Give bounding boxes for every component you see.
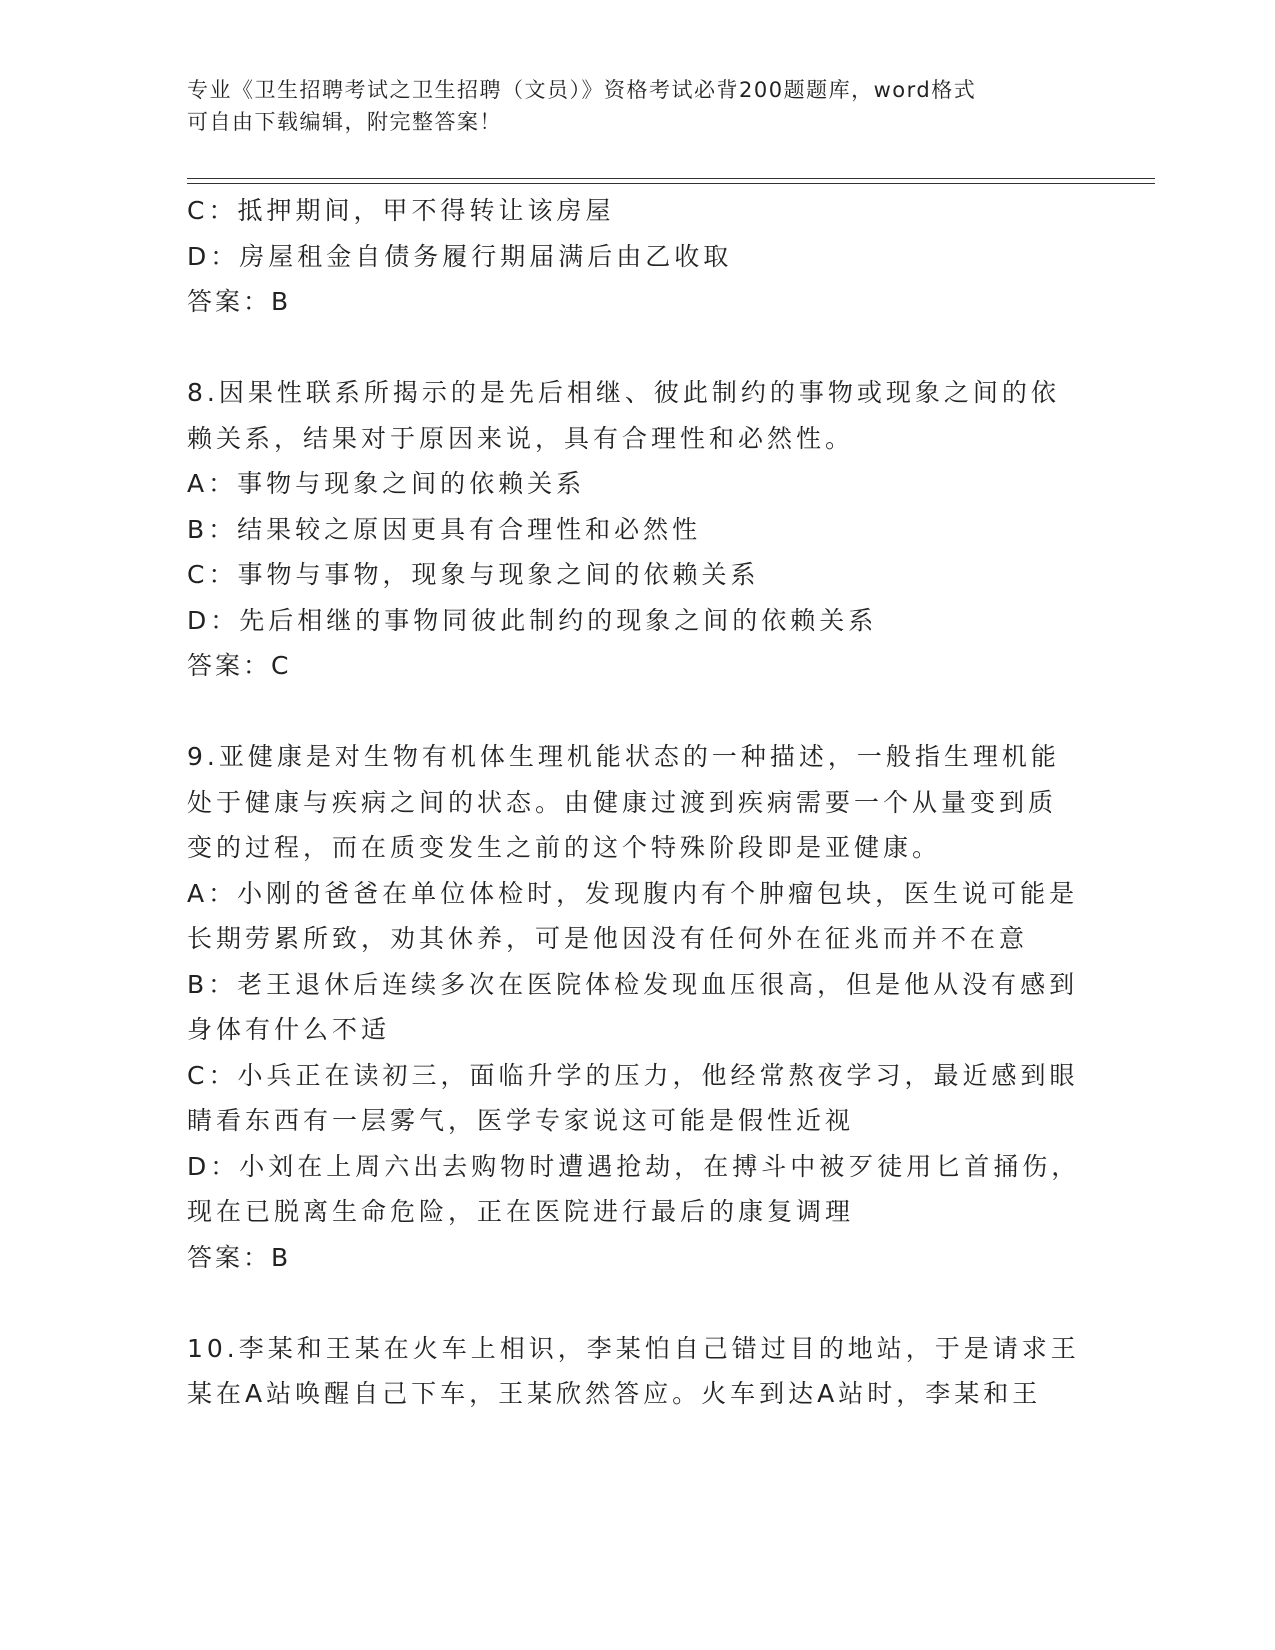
header-divider-top — [187, 178, 1155, 179]
document-header — [187, 74, 1067, 138]
question-stem: 10.李某和王某在火车上相识，李某怕自己错过目的地站，于是请求王 — [187, 1333, 1080, 1363]
option-c: C：事物与事物，现象与现象之间的依赖关系 — [187, 560, 760, 589]
answer: 答案：C — [187, 651, 292, 680]
option-a: 长期劳累所致，劝其休养，可是他因没有任何外在征兆而并不在意 — [187, 924, 1029, 953]
option-d: D：先后相继的事物同彼此制约的现象之间的依赖关系 — [187, 605, 878, 635]
question-content — [187, 188, 1087, 1417]
option-a: A：事物与现象之间的依赖关系 — [187, 469, 586, 498]
question-8 — [187, 370, 1087, 689]
option-c: 睛看东西有一层雾气，医学专家说这可能是假性近视 — [187, 1106, 855, 1135]
option-c: C：抵押期间，甲不得转让该房屋 — [187, 196, 615, 225]
option-d: D：小刘在上周六出去购物时遭遇抢劫，在搏斗中被歹徒用匕首捅伤， — [187, 1151, 1081, 1181]
option-b: B：结果较之原因更具有合理性和必然性 — [187, 514, 702, 544]
option-a: A：小刚的爸爸在单位体检时，发现腹内有个肿瘤包块，医生说可能是 — [187, 878, 1079, 908]
header-line-1: 专业《卫生招聘考试之卫生招聘（文员）》资格考试必背200题题库，word格式 — [187, 78, 977, 102]
question-stem: 9.亚健康是对生物有机体生理机能状态的一种描述，一般指生理机能 — [187, 742, 1060, 771]
question-stem: 8.因果性联系所揭示的是先后相继、彼此制约的事物或现象之间的依 — [187, 378, 1060, 407]
option-b: 身体有什么不适 — [187, 1015, 391, 1044]
option-d: 现在已脱离生命危险，正在医院进行最后的康复调理 — [187, 1197, 855, 1226]
answer: 答案：B — [187, 1242, 292, 1272]
header-line-2: 可自由下载编辑，附完整答案！ — [187, 110, 502, 134]
spacer — [187, 325, 1087, 371]
question-stem: 赖关系，结果对于原因来说，具有合理性和必然性。 — [187, 423, 855, 453]
option-b: B：老王退休后连续多次在医院体检发现血压很高，但是他从没有感到 — [187, 969, 1079, 999]
question-7 — [187, 188, 1087, 325]
option-c: C：小兵正在读初三，面临升学的压力，他经常熬夜学习，最近感到眼 — [187, 1060, 1079, 1090]
question-stem: 变的过程，而在质变发生之前的这个特殊阶段即是亚健康。 — [187, 833, 942, 862]
question-9 — [187, 734, 1087, 1280]
answer: 答案：B — [187, 287, 292, 316]
question-stem: 某在A站唤醒自己下车，王某欣然答应。火车到达A站时，李某和王 — [187, 1379, 1042, 1408]
option-d: D：房屋租金自债务履行期届满后由乙收取 — [187, 241, 733, 271]
spacer — [187, 689, 1087, 735]
header-divider-bottom — [187, 183, 1155, 184]
question-stem: 处于健康与疾病之间的状态。由健康过渡到疾病需要一个从量变到质 — [187, 787, 1058, 817]
question-10 — [187, 1326, 1087, 1417]
spacer — [187, 1280, 1087, 1326]
